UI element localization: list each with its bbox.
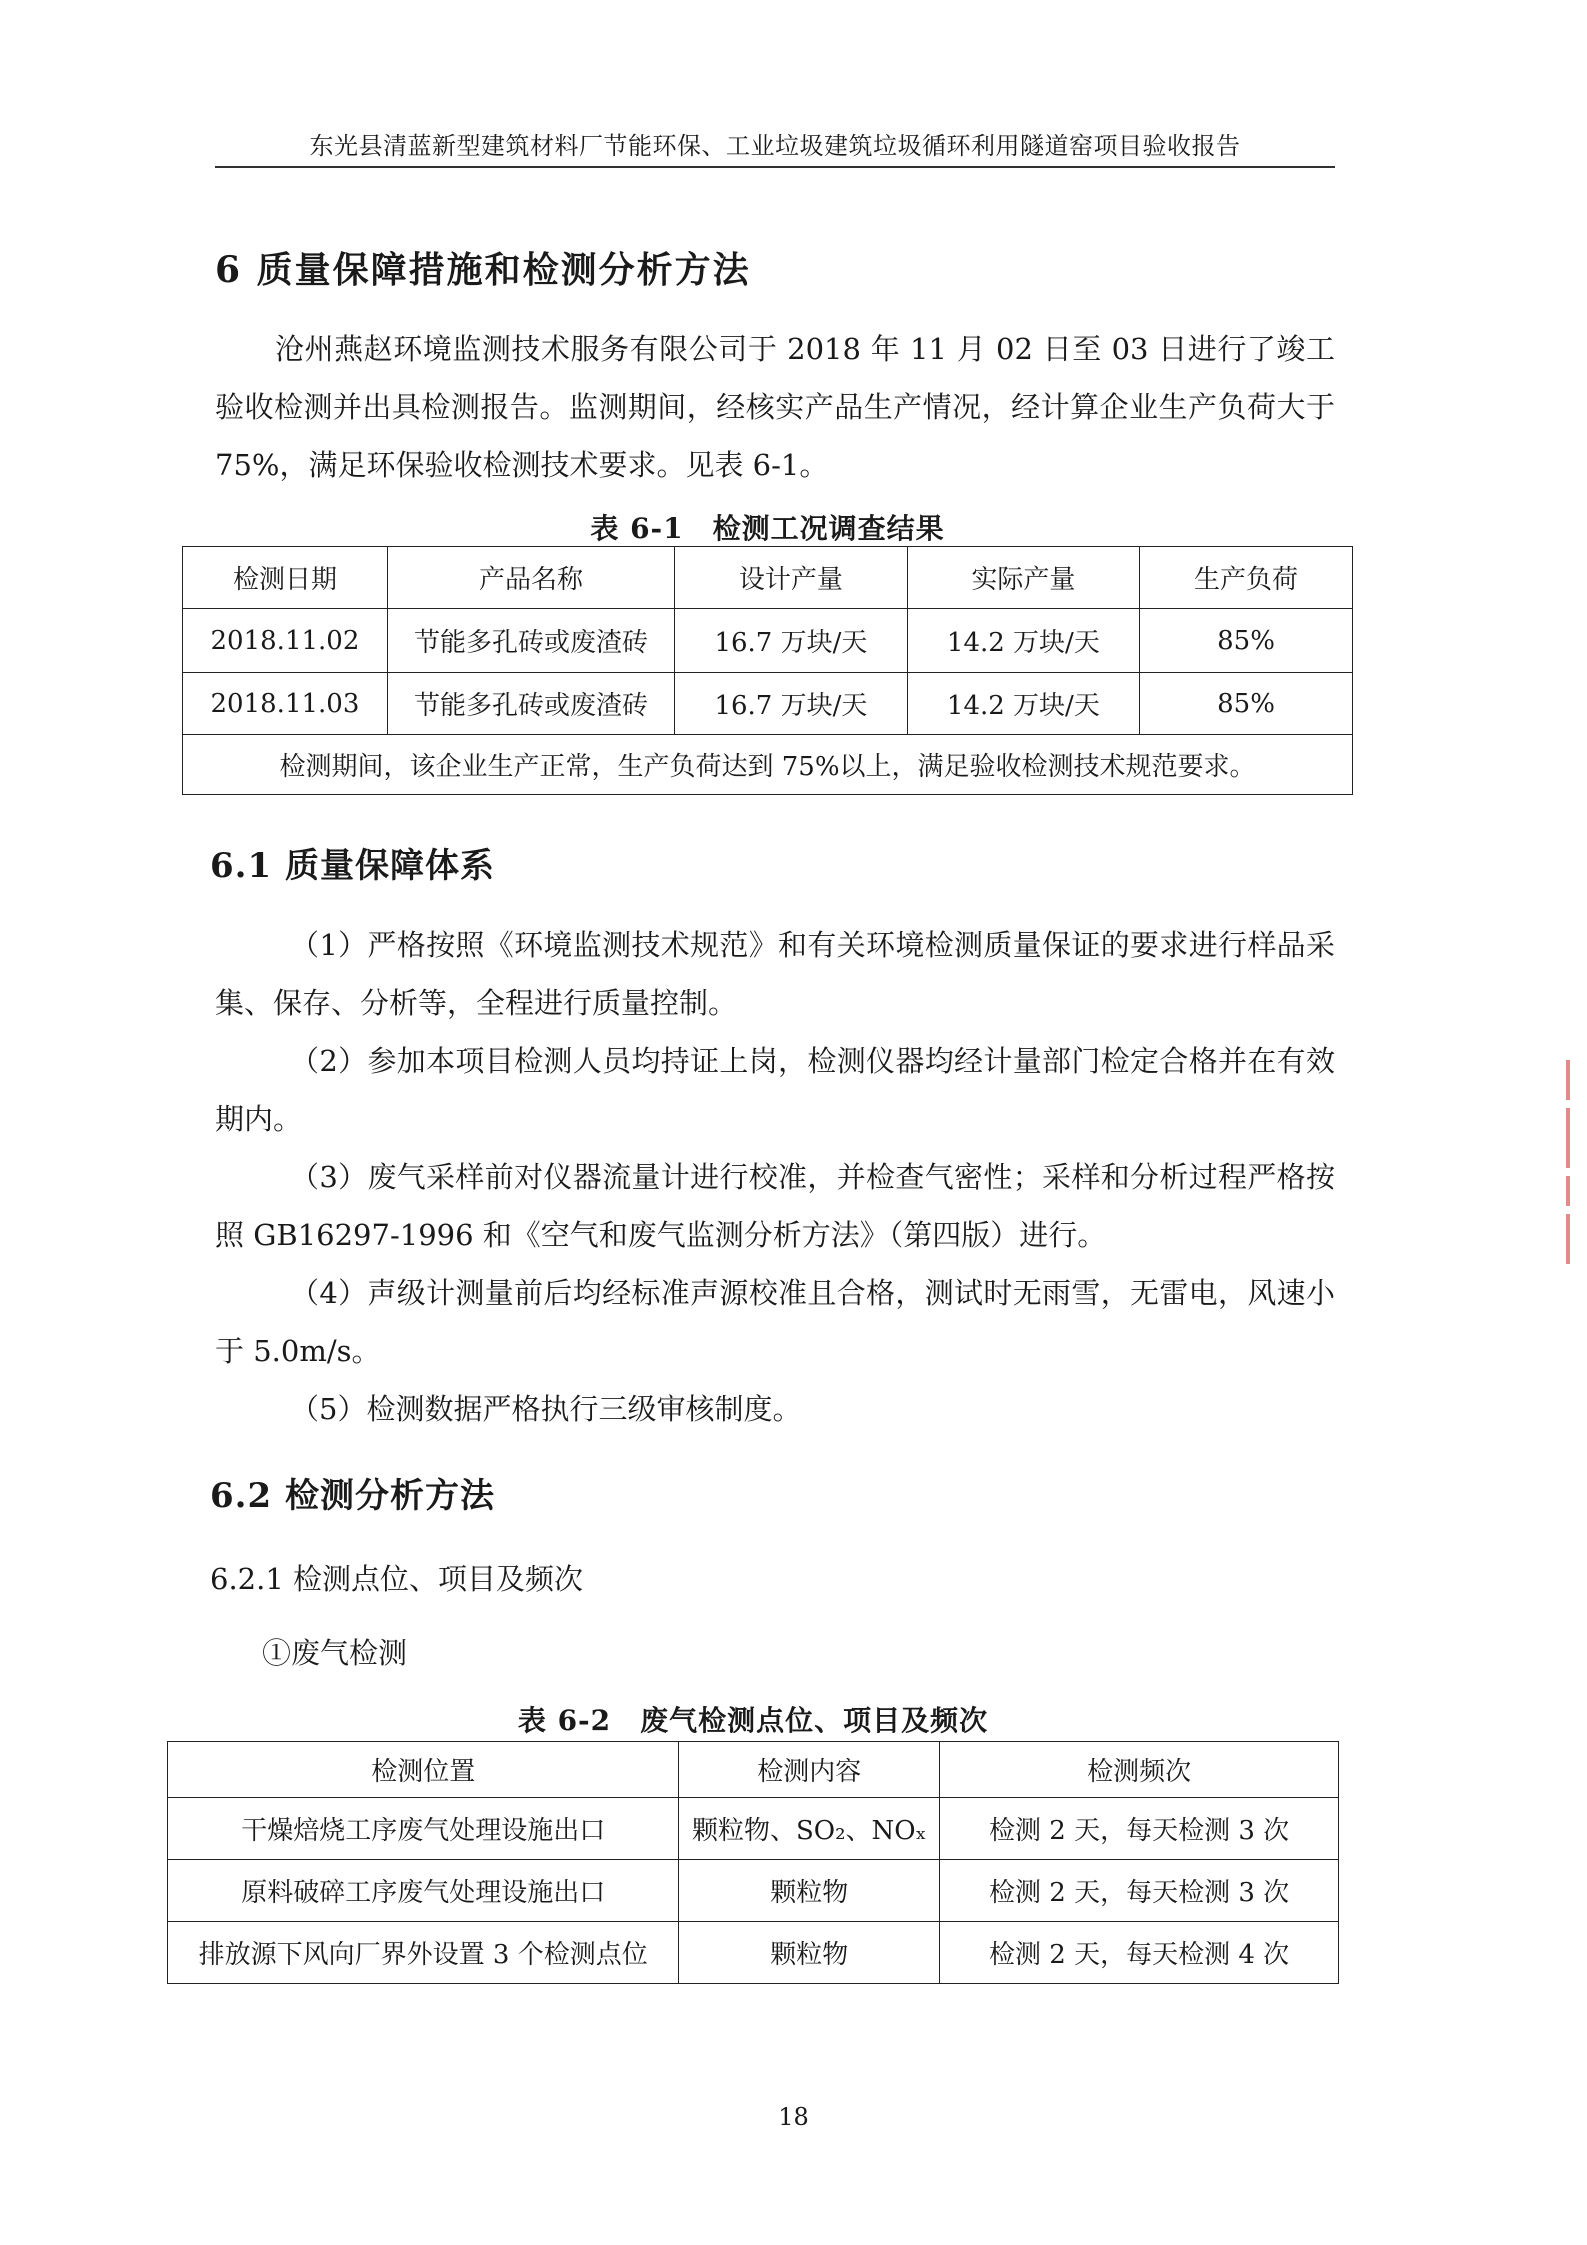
table-row	[168, 1922, 1339, 1984]
table-note-row	[183, 735, 1353, 795]
table-header-row	[168, 1742, 1339, 1798]
header-rule	[215, 166, 1335, 168]
table-cell: 2018.11.02	[183, 609, 388, 673]
table-row	[168, 1798, 1339, 1860]
table-header-cell: 检测位置	[168, 1742, 679, 1798]
table-cell: 颗粒物	[679, 1860, 940, 1922]
table-header-cell: 检测内容	[679, 1742, 940, 1798]
table-header-cell: 检测日期	[183, 547, 388, 609]
table-cell: 14.2 万块/天	[907, 609, 1139, 673]
table-cell: 干燥焙烧工序废气处理设施出口	[168, 1798, 679, 1860]
table-cell: 16.7 万块/天	[675, 609, 907, 673]
table-cell: 14.2 万块/天	[907, 673, 1139, 735]
table-cell: 颗粒物、SO₂、NOₓ	[679, 1798, 940, 1860]
table-header-cell: 生产负荷	[1140, 547, 1353, 609]
subsubsection-title: ①废气检测	[262, 1636, 408, 1670]
table-cell: 85%	[1140, 609, 1353, 673]
table-header-cell: 检测频次	[940, 1742, 1339, 1798]
table-header-cell: 设计产量	[675, 547, 907, 609]
table-cell: 检测 2 天，每天检测 3 次	[940, 1860, 1339, 1922]
section-6-intro: 沧州燕赵环境监测技术服务有限公司于 2018 年 11 月 02 日至 03 日进行了竣工验收检测并出具检测报告。监测期间，经核实产品生产情况，经计算企业生产负荷大于 75%，满足环保验收检测技术要求。见表 6-1。	[215, 332, 1335, 482]
table-note: 检测期间，该企业生产正常，生产负荷达到 75%以上，满足验收检测技术规范要求。	[183, 735, 1353, 795]
table-6-1	[182, 546, 1353, 795]
table-row	[183, 673, 1353, 735]
list-item: （4）声级计测量前后均经标准声源校准且合格，测试时无雨雪，无雷电，风速小于 5.0m/s。	[215, 1276, 1335, 1368]
list-item: （2）参加本项目检测人员均持证上岗，检测仪器均经计量部门检定合格并在有效期内。	[215, 1044, 1335, 1136]
table-cell: 颗粒物	[679, 1922, 940, 1984]
table-cell: 2018.11.03	[183, 673, 388, 735]
table-cell: 节能多孔砖或废渣砖	[387, 609, 674, 673]
list-item: （5）检测数据严格执行三级审核制度。	[290, 1392, 802, 1426]
table-cell: 16.7 万块/天	[675, 673, 907, 735]
subsection-6-2-1-title: 6.2.1 检测点位、项目及频次	[210, 1562, 584, 1596]
table-6-1-caption: 表 6-1 检测工况调查结果	[590, 512, 945, 545]
table-row	[168, 1860, 1339, 1922]
list-item: （1）严格按照《环境监测技术规范》和有关环境检测质量保证的要求进行样品采集、保存、分析等，全程进行质量控制。	[215, 928, 1335, 1020]
table-6-2-caption: 表 6-2 废气检测点位、项目及频次	[517, 1704, 989, 1737]
table-cell: 85%	[1140, 673, 1353, 735]
table-cell: 原料破碎工序废气处理设施出口	[168, 1860, 679, 1922]
table-header-cell: 实际产量	[907, 547, 1139, 609]
table-cell: 排放源下风向厂界外设置 3 个检测点位	[168, 1922, 679, 1984]
table-header-cell: 产品名称	[387, 547, 674, 609]
section-6-title: 6 质量保障措施和检测分析方法	[215, 249, 751, 291]
seal-edge-mark	[1560, 1060, 1576, 1320]
report-header: 东光县清蓝新型建筑材料厂节能环保、工业垃圾建筑垃圾循环利用隧道窑项目验收报告	[309, 132, 1241, 160]
table-6-2	[167, 1741, 1339, 1984]
table-row	[183, 609, 1353, 673]
table-header-row	[183, 547, 1353, 609]
table-cell: 检测 2 天，每天检测 3 次	[940, 1798, 1339, 1860]
page-number: 18	[778, 2103, 809, 2131]
section-6-2-title: 6.2 检测分析方法	[210, 1476, 495, 1516]
section-6-1-title: 6.1 质量保障体系	[210, 846, 495, 886]
table-cell: 节能多孔砖或废渣砖	[387, 673, 674, 735]
table-cell: 检测 2 天，每天检测 4 次	[940, 1922, 1339, 1984]
list-item: （3）废气采样前对仪器流量计进行校准，并检查气密性；采样和分析过程严格按照 GB16297-1996 和《空气和废气监测分析方法》（第四版）进行。	[215, 1160, 1335, 1252]
